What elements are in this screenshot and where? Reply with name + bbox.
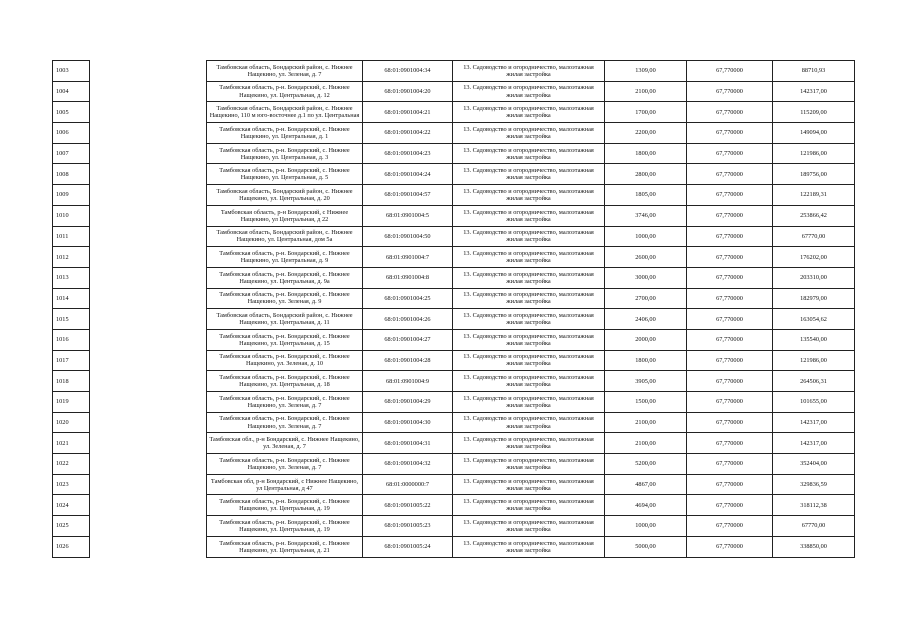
spacer-cell: [90, 61, 207, 82]
cadastral-number-cell: 68:01:0901004:34: [363, 61, 453, 82]
address-cell: Тамбовская область, р-н. Бондарский, с. Нижнее Нащекино, ул. Центральная, д. 9а: [207, 267, 363, 288]
cadastral-value-cell: 115209,00: [773, 102, 855, 123]
cadastral-value-cell: 189756,00: [773, 164, 855, 185]
land-use-cell: 13. Садоводство и огородничество, малоэтажная жилая застройка: [453, 143, 605, 164]
area-cell: 4694,00: [605, 495, 687, 516]
specific-value-cell: 67,770000: [687, 495, 773, 516]
address-cell: Тамбовская область, р-н. Бондарский, с. Нижнее Нащекино, ул. Центральная, д. 12: [207, 81, 363, 102]
address-cell: Тамбовская область, р-н. Бондарский, с. Нижнее Нащекино, ул. Центральная, д. 9: [207, 247, 363, 268]
cadastral-number-cell: 68:01:0901004:20: [363, 81, 453, 102]
area-cell: 2200,00: [605, 123, 687, 144]
cadastral-value-cell: 264506,31: [773, 371, 855, 392]
spacer-cell: [90, 164, 207, 185]
specific-value-cell: 67,770000: [687, 474, 773, 495]
area-cell: 1800,00: [605, 350, 687, 371]
spacer-cell: [90, 226, 207, 247]
land-use-cell: 13. Садоводство и огородничество, малоэтажная жилая застройка: [453, 61, 605, 82]
area-cell: 2600,00: [605, 247, 687, 268]
specific-value-cell: 67,770000: [687, 433, 773, 454]
cadastral-number-cell: 68:01:0000000:7: [363, 474, 453, 495]
area-cell: 2100,00: [605, 412, 687, 433]
specific-value-cell: 67,770000: [687, 247, 773, 268]
table-row: [53, 329, 855, 350]
land-use-cell: 13. Садоводство и огородничество, малоэтажная жилая застройка: [453, 350, 605, 371]
land-use-cell: 13. Садоводство и огородничество, малоэтажная жилая застройка: [453, 412, 605, 433]
row-number-cell: 1012: [53, 247, 90, 268]
address-cell: Тамбовская обл., р-н Бондарский, с. Нижнее Нащекино, ул. Зеленая, д. 7: [207, 433, 363, 454]
area-cell: 3746,00: [605, 205, 687, 226]
row-number-cell: 1025: [53, 516, 90, 537]
spacer-cell: [90, 454, 207, 475]
cadastral-number-cell: 68:01:0901004:29: [363, 392, 453, 413]
cadastral-number-cell: 68:01:0901004:23: [363, 143, 453, 164]
cadastral-value-cell: 67770,00: [773, 226, 855, 247]
cadastral-value-cell: 163054,62: [773, 309, 855, 330]
row-number-cell: 1005: [53, 102, 90, 123]
table-row: [53, 433, 855, 454]
spacer-cell: [90, 247, 207, 268]
area-cell: 5200,00: [605, 454, 687, 475]
area-cell: 4867,00: [605, 474, 687, 495]
area-cell: 2700,00: [605, 288, 687, 309]
land-use-cell: 13. Садоводство и огородничество, малоэтажная жилая застройка: [453, 81, 605, 102]
specific-value-cell: 67,770000: [687, 392, 773, 413]
table-row: [53, 123, 855, 144]
table-row: [53, 81, 855, 102]
spacer-cell: [90, 143, 207, 164]
area-cell: 1000,00: [605, 226, 687, 247]
area-cell: 3000,00: [605, 267, 687, 288]
spacer-cell: [90, 392, 207, 413]
spacer-cell: [90, 350, 207, 371]
cadastral-number-cell: 68:01:0901004:32: [363, 454, 453, 475]
land-use-cell: 13. Садоводство и огородничество, малоэтажная жилая застройка: [453, 433, 605, 454]
spacer-cell: [90, 516, 207, 537]
row-number-cell: 1026: [53, 536, 90, 557]
row-number-cell: 1004: [53, 81, 90, 102]
row-number-cell: 1006: [53, 123, 90, 144]
row-number-cell: 1014: [53, 288, 90, 309]
spacer-cell: [90, 536, 207, 557]
specific-value-cell: 67,770000: [687, 185, 773, 206]
address-cell: Тамбовская область, р-н. Бондарский, с. Нижнее Нащекино, ул. Центральная, д. 5: [207, 164, 363, 185]
address-cell: Тамбовская область, Бондарский район, с. Нижнее Нащекино, ул. Центральная, д. 11: [207, 309, 363, 330]
address-cell: Тамбовская область, р-н. Бондарский, с. Нижнее Нащекино, ул. Центральная, д. 3: [207, 143, 363, 164]
row-number-cell: 1007: [53, 143, 90, 164]
cadastral-number-cell: 68:01:0901004:22: [363, 123, 453, 144]
row-number-cell: 1011: [53, 226, 90, 247]
area-cell: 2406,00: [605, 309, 687, 330]
cadastral-number-cell: 68:01:0901004:27: [363, 329, 453, 350]
land-use-cell: 13. Садоводство и огородничество, малоэтажная жилая застройка: [453, 247, 605, 268]
cadastral-value-cell: 142317,00: [773, 412, 855, 433]
cadastral-number-cell: 68:01:0901004:9: [363, 371, 453, 392]
address-cell: Тамбовская область, р-н. Бондарский, с. Нижнее Нащекино, ул. Центральная, д. 19: [207, 516, 363, 537]
address-cell: Тамбовская область, р-н. Бондарский, с. Нижнее Нащекино, ул. Зеленая, д. 10: [207, 350, 363, 371]
cadastral-value-cell: 101655,00: [773, 392, 855, 413]
row-number-cell: 1022: [53, 454, 90, 475]
land-use-cell: 13. Садоводство и огородничество, малоэтажная жилая застройка: [453, 267, 605, 288]
table-row: [53, 474, 855, 495]
cadastral-value-cell: 149094,00: [773, 123, 855, 144]
cadastral-number-cell: 68:01:0901004:31: [363, 433, 453, 454]
spacer-cell: [90, 371, 207, 392]
table-row: [53, 495, 855, 516]
cadastral-number-cell: 68:01:0901004:5: [363, 205, 453, 226]
table-body: [53, 61, 855, 558]
area-cell: 5000,00: [605, 536, 687, 557]
address-cell: Тамбовская область, р-н. Бондарский, с. Нижнее Нащекино, ул. Центральная, д. 1: [207, 123, 363, 144]
spacer-cell: [90, 205, 207, 226]
specific-value-cell: 67,770000: [687, 516, 773, 537]
spacer-cell: [90, 267, 207, 288]
address-cell: Тамбовская область, Бондарский район, с. Нижнее Нащекино, 110 м юго-восточнее д.1 по ул. Центральная: [207, 102, 363, 123]
specific-value-cell: 67,770000: [687, 350, 773, 371]
table-row: [53, 536, 855, 557]
land-use-cell: 13. Садоводство и огородничество, малоэтажная жилая застройка: [453, 123, 605, 144]
land-use-cell: 13. Садоводство и огородничество, малоэтажная жилая застройка: [453, 329, 605, 350]
cadastral-value-cell: 329836,59: [773, 474, 855, 495]
area-cell: 1000,00: [605, 516, 687, 537]
row-number-cell: 1017: [53, 350, 90, 371]
row-number-cell: 1024: [53, 495, 90, 516]
cadastral-number-cell: 68:01:0901004:21: [363, 102, 453, 123]
spacer-cell: [90, 433, 207, 454]
table-row: [53, 143, 855, 164]
land-use-cell: 13. Садоводство и огородничество, малоэтажная жилая застройка: [453, 288, 605, 309]
spacer-cell: [90, 474, 207, 495]
cadastral-number-cell: 68:01:0901004:7: [363, 247, 453, 268]
land-use-cell: 13. Садоводство и огородничество, малоэтажная жилая застройка: [453, 226, 605, 247]
address-cell: Тамбовская область, р-н. Бондарский, с. Нижнее Нащекино, ул. Центральная, д. 19: [207, 495, 363, 516]
area-cell: 2800,00: [605, 164, 687, 185]
cadastral-value-cell: 142317,00: [773, 81, 855, 102]
spacer-cell: [90, 288, 207, 309]
specific-value-cell: 67,770000: [687, 164, 773, 185]
cadastral-value-cell: 67770,00: [773, 516, 855, 537]
row-number-cell: 1008: [53, 164, 90, 185]
row-number-cell: 1010: [53, 205, 90, 226]
table-row: [53, 454, 855, 475]
address-cell: Тамбовская область, р-н. Бондарский, с. Нижнее Нащекино, ул. Центральная, д. 21: [207, 536, 363, 557]
cadastral-value-cell: 352404,00: [773, 454, 855, 475]
table-row: [53, 309, 855, 330]
spacer-cell: [90, 185, 207, 206]
cadastral-value-cell: 182979,00: [773, 288, 855, 309]
specific-value-cell: 67,770000: [687, 536, 773, 557]
cadastral-value-cell: 121986,00: [773, 350, 855, 371]
row-number-cell: 1003: [53, 61, 90, 82]
table-row: [53, 288, 855, 309]
address-cell: Тамбовская область, Бондарский район, с. Нижнее Нащекино, ул. Центральная, д. 20: [207, 185, 363, 206]
cadastral-number-cell: 68:01:0901005:23: [363, 516, 453, 537]
land-use-cell: 13. Садоводство и огородничество, малоэтажная жилая застройка: [453, 495, 605, 516]
area-cell: 2100,00: [605, 433, 687, 454]
spacer-cell: [90, 102, 207, 123]
area-cell: 2100,00: [605, 81, 687, 102]
spacer-cell: [90, 412, 207, 433]
address-cell: Тамбовская область, р-н Бондарский, с Нижнее Нащекино, ул Центральная, д 22: [207, 205, 363, 226]
cadastral-number-cell: 68:01:0901004:28: [363, 350, 453, 371]
address-cell: Тамбовская область, р-н. Бондарский, с. Нижнее Нащекино, ул. Зеленая, д. 7: [207, 454, 363, 475]
table-row: [53, 516, 855, 537]
cadastral-value-cell: 135540,00: [773, 329, 855, 350]
specific-value-cell: 67,770000: [687, 102, 773, 123]
cadastral-value-cell: 203310,00: [773, 267, 855, 288]
address-cell: Тамбовская обл, р-н Бондарский, с Нижнее Нащекино, ул Центральная, д 47: [207, 474, 363, 495]
cadastral-value-cell: 121986,00: [773, 143, 855, 164]
cadastral-value-cell: 253866,42: [773, 205, 855, 226]
specific-value-cell: 67,770000: [687, 454, 773, 475]
address-cell: Тамбовская область, Бондарский район, с. Нижнее Нащекино, ул. Зеленая, д. 7: [207, 61, 363, 82]
cadastral-number-cell: 68:01:0901004:25: [363, 288, 453, 309]
cadastral-value-cell: 318112,38: [773, 495, 855, 516]
table-row: [53, 350, 855, 371]
cadastral-number-cell: 68:01:0901004:26: [363, 309, 453, 330]
cadastral-number-cell: 68:01:0901004:24: [363, 164, 453, 185]
land-plots-table: [52, 60, 855, 558]
land-use-cell: 13. Садоводство и огородничество, малоэтажная жилая застройка: [453, 102, 605, 123]
land-use-cell: 13. Садоводство и огородничество, малоэтажная жилая застройка: [453, 371, 605, 392]
cadastral-number-cell: 68:01:0901005:22: [363, 495, 453, 516]
land-use-cell: 13. Садоводство и огородничество, малоэтажная жилая застройка: [453, 454, 605, 475]
table-row: [53, 185, 855, 206]
table-row: [53, 226, 855, 247]
row-number-cell: 1019: [53, 392, 90, 413]
cadastral-value-cell: 176202,00: [773, 247, 855, 268]
area-cell: 1309,00: [605, 61, 687, 82]
row-number-cell: 1015: [53, 309, 90, 330]
specific-value-cell: 67,770000: [687, 81, 773, 102]
cadastral-number-cell: 68:01:0901004:8: [363, 267, 453, 288]
land-use-cell: 13. Садоводство и огородничество, малоэтажная жилая застройка: [453, 309, 605, 330]
land-use-cell: 13. Садоводство и огородничество, малоэтажная жилая застройка: [453, 536, 605, 557]
specific-value-cell: 67,770000: [687, 123, 773, 144]
area-cell: 1805,00: [605, 185, 687, 206]
area-cell: 1700,00: [605, 102, 687, 123]
table-row: [53, 412, 855, 433]
cadastral-value-cell: 142317,00: [773, 433, 855, 454]
cadastral-number-cell: 68:01:0901005:24: [363, 536, 453, 557]
address-cell: Тамбовская область, р-н. Бондарский, с. Нижнее Нащекино, ул. Центральная, д. 18: [207, 371, 363, 392]
area-cell: 2000,00: [605, 329, 687, 350]
land-use-cell: 13. Садоводство и огородничество, малоэтажная жилая застройка: [453, 205, 605, 226]
table-row: [53, 371, 855, 392]
row-number-cell: 1020: [53, 412, 90, 433]
cadastral-value-cell: 122189,31: [773, 185, 855, 206]
table-row: [53, 247, 855, 268]
address-cell: Тамбовская область, р-н. Бондарский, с. Нижнее Нащекино, ул. Центральная, д. 15: [207, 329, 363, 350]
specific-value-cell: 67,770000: [687, 288, 773, 309]
cadastral-number-cell: 68:01:0901004:30: [363, 412, 453, 433]
table-row: [53, 205, 855, 226]
row-number-cell: 1018: [53, 371, 90, 392]
table-row: [53, 392, 855, 413]
table-row: [53, 267, 855, 288]
cadastral-value-cell: 88710,93: [773, 61, 855, 82]
specific-value-cell: 67,770000: [687, 143, 773, 164]
row-number-cell: 1013: [53, 267, 90, 288]
spacer-cell: [90, 81, 207, 102]
cadastral-value-cell: 338850,00: [773, 536, 855, 557]
specific-value-cell: 67,770000: [687, 61, 773, 82]
spacer-cell: [90, 329, 207, 350]
cadastral-number-cell: 68:01:0901004:50: [363, 226, 453, 247]
specific-value-cell: 67,770000: [687, 309, 773, 330]
land-use-cell: 13. Садоводство и огородничество, малоэтажная жилая застройка: [453, 516, 605, 537]
specific-value-cell: 67,770000: [687, 329, 773, 350]
address-cell: Тамбовская область, р-н. Бондарский, с. Нижнее Нащекино, ул. Зеленая, д. 7: [207, 412, 363, 433]
row-number-cell: 1023: [53, 474, 90, 495]
spacer-cell: [90, 495, 207, 516]
area-cell: 3905,00: [605, 371, 687, 392]
cadastral-number-cell: 68:01:0901004:57: [363, 185, 453, 206]
specific-value-cell: 67,770000: [687, 205, 773, 226]
area-cell: 1800,00: [605, 143, 687, 164]
table-row: [53, 61, 855, 82]
land-use-cell: 13. Садоводство и огородничество, малоэтажная жилая застройка: [453, 392, 605, 413]
address-cell: Тамбовская область, Бондарский район, с. Нижнее Нащекино, ул. Центральная, дом 5а: [207, 226, 363, 247]
area-cell: 1500,00: [605, 392, 687, 413]
specific-value-cell: 67,770000: [687, 267, 773, 288]
table-row: [53, 102, 855, 123]
specific-value-cell: 67,770000: [687, 412, 773, 433]
row-number-cell: 1009: [53, 185, 90, 206]
address-cell: Тамбовская область, р-н. Бондарский, с. Нижнее Нащекино, ул. Зеленая, д. 7: [207, 392, 363, 413]
land-use-cell: 13. Садоводство и огородничество, малоэтажная жилая застройка: [453, 164, 605, 185]
specific-value-cell: 67,770000: [687, 371, 773, 392]
spacer-cell: [90, 123, 207, 144]
row-number-cell: 1016: [53, 329, 90, 350]
land-use-cell: 13. Садоводство и огородничество, малоэтажная жилая застройка: [453, 474, 605, 495]
table-row: [53, 164, 855, 185]
spacer-cell: [90, 309, 207, 330]
address-cell: Тамбовская область, р-н. Бондарский, с. Нижнее Нащекино, ул. Зеленая, д. 9: [207, 288, 363, 309]
land-use-cell: 13. Садоводство и огородничество, малоэтажная жилая застройка: [453, 185, 605, 206]
row-number-cell: 1021: [53, 433, 90, 454]
specific-value-cell: 67,770000: [687, 226, 773, 247]
